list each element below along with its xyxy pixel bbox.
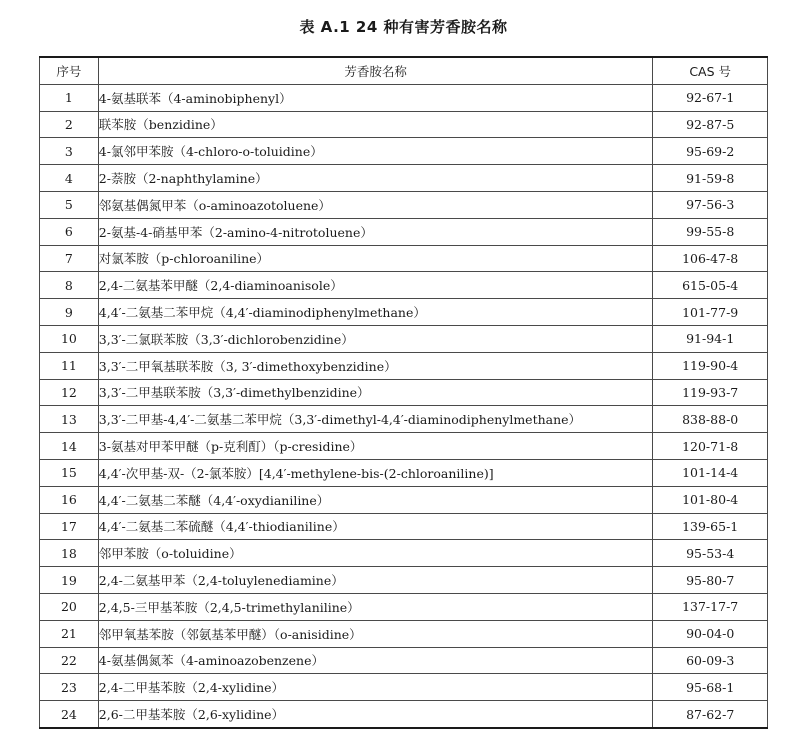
column-header-no: 序号 — [40, 57, 99, 84]
cas-number: 92-87-5 — [653, 111, 768, 138]
amine-name: 2,4-二氨基甲苯（2,4-toluylenediamine） — [98, 567, 653, 594]
column-header-name: 芳香胺名称 — [98, 57, 653, 84]
row-number: 11 — [40, 352, 99, 379]
cas-number: 91-59-8 — [653, 165, 768, 192]
table-row — [40, 272, 768, 299]
table-row — [40, 191, 768, 218]
cas-number: 137-17-7 — [653, 593, 768, 620]
cas-number: 60-09-3 — [653, 647, 768, 674]
amine-table — [39, 56, 768, 729]
row-number: 23 — [40, 674, 99, 701]
cas-number: 120-71-8 — [653, 433, 768, 460]
table-header — [40, 57, 768, 84]
cas-number: 87-62-7 — [653, 701, 768, 728]
table-title: 表 A.1 24 种有害芳香胺名称 — [299, 18, 508, 36]
row-number: 17 — [40, 513, 99, 540]
table-row — [40, 540, 768, 567]
row-number: 21 — [40, 620, 99, 647]
row-number: 24 — [40, 701, 99, 728]
cas-number: 838-88-0 — [653, 406, 768, 433]
table-row — [40, 513, 768, 540]
amine-name: 3,3′-二甲基-4,4′-二氨基二苯甲烷（3,3′-dimethyl-4,4′-diaminodiphenylmethane） — [98, 406, 653, 433]
cas-number: 92-67-1 — [653, 84, 768, 111]
table-row — [40, 647, 768, 674]
amine-name: 2,4-二氨基苯甲醚（2,4-diaminoanisole） — [98, 272, 653, 299]
amine-name: 4,4′-次甲基-双-（2-氯苯胺）[4,4′-methylene-bis-(2-chloroaniline)] — [98, 459, 653, 486]
cas-number: 139-65-1 — [653, 513, 768, 540]
row-number: 5 — [40, 191, 99, 218]
amine-name: 2-氨基-4-硝基甲苯（2-amino-4-nitrotoluene） — [98, 218, 653, 245]
row-number: 9 — [40, 299, 99, 326]
row-number: 3 — [40, 138, 99, 165]
table-row — [40, 138, 768, 165]
cas-number: 95-69-2 — [653, 138, 768, 165]
amine-name: 4-氨基偶氮苯（4-aminoazobenzene） — [98, 647, 653, 674]
table-row — [40, 674, 768, 701]
table-row — [40, 486, 768, 513]
amine-name: 4,4′-二氨基二苯醚（4,4′-oxydianiline） — [98, 486, 653, 513]
row-number: 13 — [40, 406, 99, 433]
row-number: 4 — [40, 165, 99, 192]
row-number: 1 — [40, 84, 99, 111]
cas-number: 95-80-7 — [653, 567, 768, 594]
table-row — [40, 620, 768, 647]
cas-number: 101-14-4 — [653, 459, 768, 486]
row-number: 12 — [40, 379, 99, 406]
row-number: 8 — [40, 272, 99, 299]
table-row — [40, 459, 768, 486]
row-number: 20 — [40, 593, 99, 620]
amine-name: 3,3′-二氯联苯胺（3,3′-dichlorobenzidine） — [98, 325, 653, 352]
cas-number: 101-80-4 — [653, 486, 768, 513]
row-number: 14 — [40, 433, 99, 460]
cas-number: 101-77-9 — [653, 299, 768, 326]
row-number: 2 — [40, 111, 99, 138]
table-row — [40, 299, 768, 326]
table-row — [40, 165, 768, 192]
table-row — [40, 567, 768, 594]
table-row — [40, 406, 768, 433]
amine-name: 对氯苯胺（p-chloroaniline） — [98, 245, 653, 272]
table-row — [40, 593, 768, 620]
amine-name: 2-萘胺（2-naphthylamine） — [98, 165, 653, 192]
row-number: 6 — [40, 218, 99, 245]
row-number: 15 — [40, 459, 99, 486]
amine-name: 联苯胺（benzidine） — [98, 111, 653, 138]
amine-name: 4,4′-二氨基二苯甲烷（4,4′-diaminodiphenylmethane） — [98, 299, 653, 326]
amine-name: 3,3′-二甲氧基联苯胺（3, 3′-dimethoxybenzidine） — [98, 352, 653, 379]
table-row — [40, 245, 768, 272]
column-header-cas: CAS 号 — [653, 57, 768, 84]
cas-number: 91-94-1 — [653, 325, 768, 352]
row-number: 19 — [40, 567, 99, 594]
amine-name: 3,3′-二甲基联苯胺（3,3′-dimethylbenzidine） — [98, 379, 653, 406]
cas-number: 97-56-3 — [653, 191, 768, 218]
header-row — [40, 57, 768, 84]
row-number: 7 — [40, 245, 99, 272]
row-number: 10 — [40, 325, 99, 352]
table-row — [40, 218, 768, 245]
cas-number: 95-68-1 — [653, 674, 768, 701]
table-row — [40, 84, 768, 111]
table-row — [40, 352, 768, 379]
table-row — [40, 325, 768, 352]
cas-number: 90-04-0 — [653, 620, 768, 647]
amine-name: 4-氯邻甲苯胺（4-chloro-o-toluidine） — [98, 138, 653, 165]
cas-number: 106-47-8 — [653, 245, 768, 272]
row-number: 22 — [40, 647, 99, 674]
cas-number: 615-05-4 — [653, 272, 768, 299]
amine-name: 邻甲苯胺（o-toluidine） — [98, 540, 653, 567]
amine-name: 邻氨基偶氮甲苯（o-aminoazotoluene） — [98, 191, 653, 218]
row-number: 18 — [40, 540, 99, 567]
row-number: 16 — [40, 486, 99, 513]
amine-name: 2,4-二甲基苯胺（2,4-xylidine） — [98, 674, 653, 701]
cas-number: 99-55-8 — [653, 218, 768, 245]
amine-name: 2,6-二甲基苯胺（2,6-xylidine） — [98, 701, 653, 728]
amine-name: 邻甲氧基苯胺（邻氨基苯甲醚）（o-anisidine） — [98, 620, 653, 647]
amine-name: 4-氨基联苯（4-aminobiphenyl） — [98, 84, 653, 111]
amine-name: 3-氨基对甲苯甲醚（p-克利酊）（p-cresidine） — [98, 433, 653, 460]
amine-name: 2,4,5-三甲基苯胺（2,4,5-trimethylaniline） — [98, 593, 653, 620]
table-row — [40, 111, 768, 138]
table-row — [40, 433, 768, 460]
table-row — [40, 379, 768, 406]
table-body — [40, 84, 768, 728]
table-row — [40, 701, 768, 728]
cas-number: 95-53-4 — [653, 540, 768, 567]
cas-number: 119-90-4 — [653, 352, 768, 379]
cas-number: 119-93-7 — [653, 379, 768, 406]
amine-name: 4,4′-二氨基二苯硫醚（4,4′-thiodianiline） — [98, 513, 653, 540]
